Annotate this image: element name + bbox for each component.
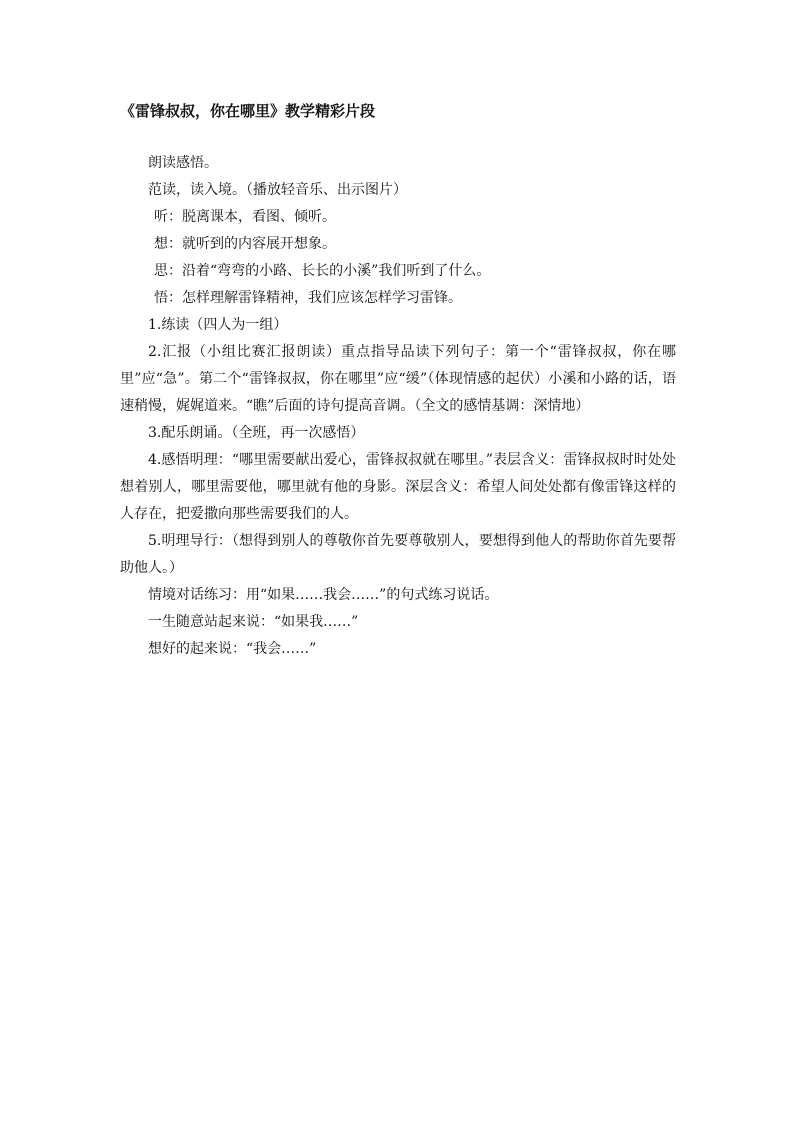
paragraph-think: 思：沿着“弯弯的小路、长长的小溪”我们听到了什么。 — [154, 263, 491, 279]
paragraph-reasoning: 4.感悟明理：“哪里需要献出爱心，雷锋叔叔就在哪里。”表层含义：雷锋叔叔时时处处想着别人，哪里需要他，哪里就有他的身影。深层含义：希望人间处处都有像雷锋这样的人存在，把爱撒向那些需要我们的人。 — [120, 452, 676, 522]
paragraph-student-example-2: 想好的起来说：“我会……” — [148, 641, 317, 657]
paragraph-guidance: 5.明理导行：（想得到别人的尊敬你首先要尊敬别人，要想得到他人的帮助你首先要帮助他人。） — [120, 533, 676, 576]
paragraph-dialogue-practice: 情境对话练习：用“如果……我会……”的句式练习说话。 — [148, 587, 499, 603]
paragraph-understand: 悟：怎样理解雷锋精神，我们应该怎样学习雷锋。 — [154, 290, 462, 306]
paragraph-practice-reading: 1.练读（四人为一组） — [148, 317, 288, 333]
paragraph-report: 2.汇报（小组比赛汇报朗读）重点指导品读下列句子：第一个“雷锋叔叔，你在哪里”应“急”。第二个“雷锋叔叔，你在哪里”应“缓”（体现情感的起伏）小溪和小路的话，语速稍慢，娓娓道来。“瞧”后面的诗句提高音调。（全文的感情基调：深情地） — [120, 344, 676, 414]
paragraph-recitation: 3.配乐朗诵。（全班，再一次感悟） — [148, 425, 365, 441]
paragraph-listen: 听：脱离课本，看图、倾听。 — [154, 209, 336, 225]
document-body — [120, 150, 676, 663]
paragraph-model-reading: 范读，读入境。（播放轻音乐、出示图片） — [148, 182, 407, 198]
paragraph-reading-perception: 朗读感悟。 — [148, 155, 218, 171]
document-title: 《雷锋叔叔，你在哪里》教学精彩片段 — [120, 102, 376, 120]
paragraph-student-example-1: 一生随意站起来说：“如果我……” — [148, 614, 359, 630]
paragraph-imagine: 想：就听到的内容展开想象。 — [154, 236, 336, 252]
